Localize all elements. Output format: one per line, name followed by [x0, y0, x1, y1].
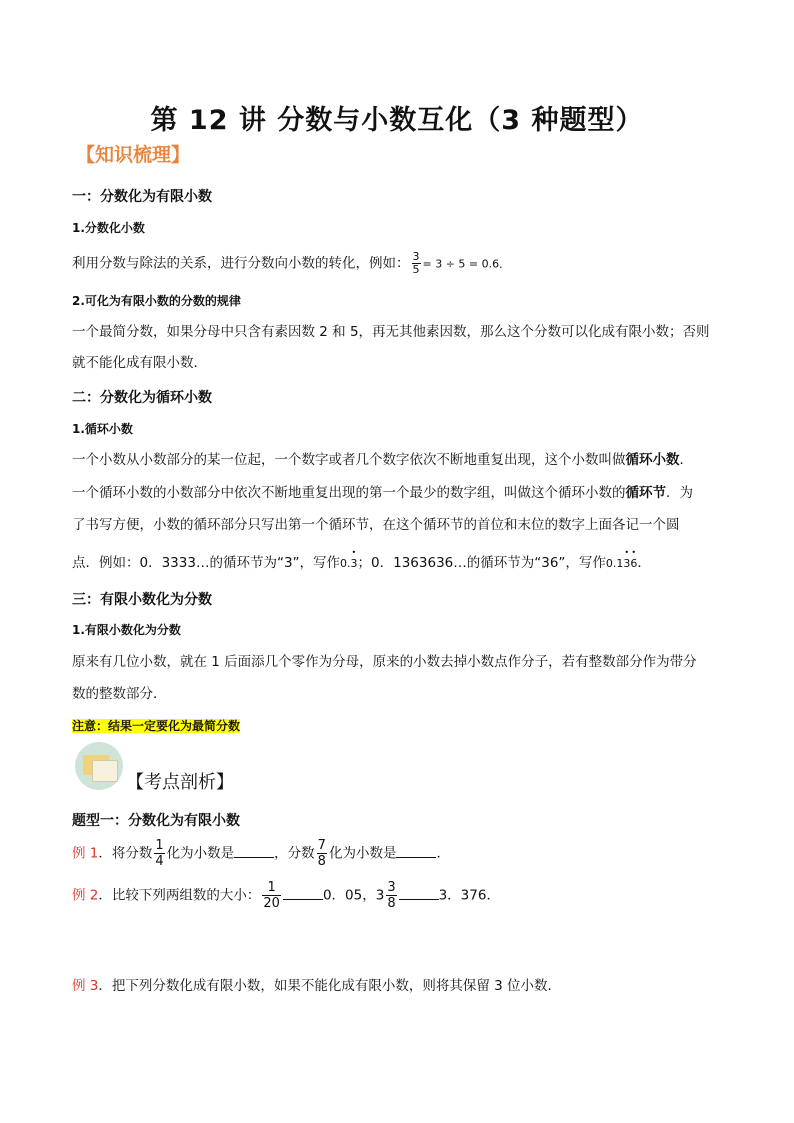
answer-blank[interactable]	[396, 843, 436, 858]
example-equation: = 3 ÷ 5 = 0.6．	[422, 257, 511, 271]
fraction-denominator: 8	[387, 896, 396, 911]
type1-heading: 题型一：分数化为有限小数	[72, 813, 240, 829]
section2-line1	[72, 450, 693, 470]
fraction-numerator: 3	[387, 880, 396, 895]
section1-text1	[72, 251, 510, 276]
paper-icon	[92, 760, 118, 782]
section1-heading: 一：分数化为有限小数	[72, 189, 212, 205]
fraction-denominator: 4	[155, 854, 164, 869]
example-label: 例 1	[72, 845, 99, 862]
answer-blank[interactable]	[399, 885, 439, 900]
text-fragment: ．把下列分数化成有限小数，如果不能化成有限小数，则将其保留 3 位小数．	[98, 978, 562, 994]
answer-blank[interactable]	[234, 843, 274, 858]
recurring-example-1	[340, 557, 358, 570]
section2-line2	[72, 483, 693, 503]
fraction-3-8	[386, 880, 396, 911]
section1-sub1: 1.分数化小数	[72, 221, 145, 235]
text-fragment: ．	[637, 555, 651, 571]
term-repetend: 循环节	[625, 485, 666, 501]
section1-sub2: 2.可化为有限小数的分数的规律	[72, 294, 241, 308]
answer-blank[interactable]	[283, 885, 323, 900]
example-2	[72, 880, 500, 911]
section2-line4	[72, 553, 651, 574]
knowledge-header: 【知识梳理】	[76, 144, 191, 166]
dotted-digit: • 3	[623, 554, 630, 574]
mixed-number-whole: 3	[375, 887, 385, 904]
section3-line2: 数的整数部分．	[72, 686, 167, 702]
dotted-digit: • 6	[630, 554, 637, 574]
text-fragment: 一个循环小数的小数部分中依次不断地重复出现的第一个最少的数字组，叫做这个循环小数的	[72, 485, 626, 501]
term-recurring-decimal: 循环小数	[625, 452, 680, 468]
fraction-denominator: 8	[317, 854, 326, 869]
fraction-numerator: 1	[262, 880, 281, 896]
text-fragment: ．比较下列两组数的大小：	[98, 887, 261, 904]
text-fragment: ．将分数	[98, 845, 153, 862]
text-fragment: 化为小数是	[166, 845, 235, 862]
text-fragment: ．	[436, 845, 450, 862]
example-fraction	[412, 251, 421, 276]
section1-text2-line2: 就不能化成有限小数．	[72, 355, 207, 371]
example-1	[72, 838, 450, 869]
note-highlight	[72, 717, 240, 734]
section2-line3: 了书写方便，小数的循环部分只写出第一个循环节，在这个循环节的首位和末位的数字上面各记一个圆	[72, 517, 680, 533]
text-fragment: 0.	[340, 557, 351, 570]
fraction-denominator: 5	[412, 263, 420, 276]
text-fragment: ，分数	[274, 845, 315, 862]
example-label: 例 3	[72, 978, 99, 994]
fraction-numerator: 7	[317, 838, 326, 853]
section2-sub1: 1.循环小数	[72, 422, 133, 436]
example-label: 例 2	[72, 887, 99, 904]
text-fragment: 一个小数从小数部分的某一位起，一个数字或者几个数字依次不断地重复出现，这个小数叫做	[72, 452, 626, 468]
fraction-numerator: 1	[155, 838, 164, 853]
note-text: 注意：结果一定要化为最简分数	[72, 719, 241, 733]
text-fragment: ．为	[666, 485, 693, 501]
example-3	[72, 976, 561, 996]
fraction-1-20	[262, 880, 281, 911]
section3-sub1: 1.有限小数化为分数	[72, 623, 181, 637]
text-fragment: ；0．1363636…的循环节为“36”，写作	[357, 555, 606, 571]
dotted-digit: • 3	[351, 554, 358, 574]
text-fragment: 化为小数是	[328, 845, 397, 862]
page-title: 第 12 讲 分数与小数互化（3 种题型）	[150, 105, 644, 136]
section3-line1: 原来有几位小数，就在 1 后面添几个零作为分母，原来的小数去掉小数点作分子，若有整数部分作为带分	[72, 654, 697, 670]
kaodian-header: 【考点剖析】	[126, 772, 234, 793]
text-fragment: 0.1	[605, 557, 624, 570]
fraction-numerator: 3	[412, 250, 420, 263]
recurring-example-2	[606, 557, 638, 570]
text-fragment: ．	[679, 452, 693, 468]
text-fragment: 利用分数与除法的关系，进行分数向小数的转化，例如：	[72, 255, 410, 272]
text-fragment: 点．例如：0．3333…的循环节为“3”，写作	[72, 555, 341, 571]
text-fragment: 0．05，	[322, 887, 376, 904]
section1-text2-line1: 一个最简分数，如果分母中只含有素因数 2 和 5，再无其他素因数，那么这个分数可以化成有限小数；否则	[72, 324, 710, 340]
section3-heading: 三：有限小数化为分数	[72, 592, 212, 608]
fraction-denominator: 20	[263, 896, 280, 911]
section2-heading: 二：分数化为循环小数	[72, 390, 212, 406]
fraction-7-8	[317, 838, 327, 869]
text-fragment: 3．376．	[438, 887, 500, 904]
fraction-1-4	[154, 838, 164, 869]
